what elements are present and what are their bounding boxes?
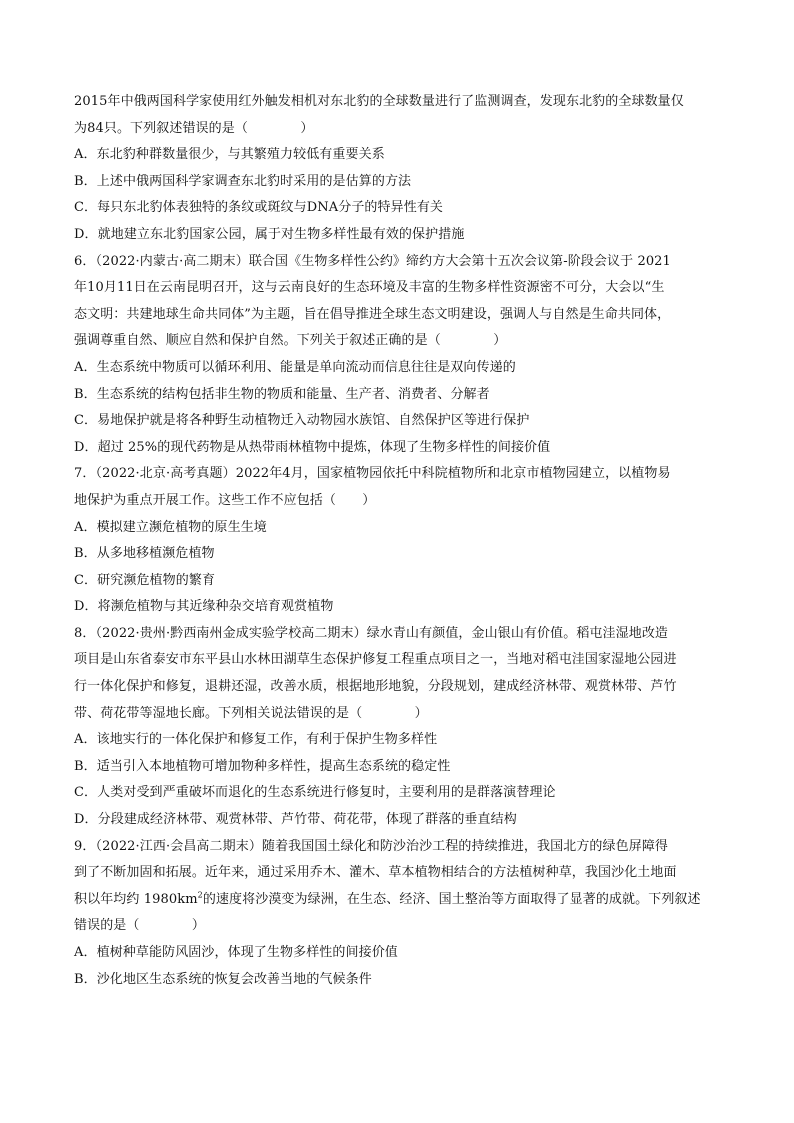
question-stem-line: 态文明：共建地球生命共同体”为主题，旨在倡导推进全球生态文明建设，强调人与自然是生命共同体， (74, 306, 671, 322)
question-7 (74, 461, 724, 621)
question-stem-line: 年10月11日在云南昆明召开，这与云南良好的生态环境及丰富的生物多样性资源密不可分，大会以“生 (74, 280, 665, 296)
question-stem-line: 9．（2022·江西·会昌高二期末）随着我国国土绿化和防沙治沙工程的持续推进，我国北方的绿色屏障得 (74, 838, 669, 854)
question-stem-line: 错误的是（ ） (74, 918, 206, 934)
option-c: C．研究濒危植物的繁育 (74, 572, 216, 588)
option-d: D．将濒危植物与其近缘种杂交培育观赏植物 (74, 599, 334, 615)
question-stem-line: 项目是山东省泰安市东平县山水林田湖草生态保护修复工程重点项目之一，当地对稻屯洼国家湿地公园进 (74, 652, 677, 668)
option-a: A．东北豹种群数量很少，与其繁殖力较低有重要关系 (74, 147, 385, 163)
question-stem-line: 6．（2022·内蒙古·高二期末）联合国《生物多样性公约》缔约方大会第十五次会议第-阶段会议于 2021 (74, 253, 671, 269)
question-9 (74, 834, 724, 994)
option-d: D．分段建成经济林带、观赏林带、芦竹带、荷花带，体现了群落的垂直结构 (74, 812, 517, 828)
option-b: B．适当引入本地植物可增加物种多样性，提高生态系统的稳定性 (74, 758, 451, 774)
option-a: A．该地实行的一体化保护和修复工作，有利于保护生物多样性 (74, 732, 438, 748)
question-stem-line: 到了不断加固和拓展。近年来，通过采用乔木、灌木、草本植物相结合的方法植树种草，我国沙化土地面 (74, 865, 677, 881)
option-b: B．从多地移植濒危植物 (74, 546, 215, 562)
option-a: A．模拟建立濒危植物的原生生境 (74, 519, 267, 535)
question-stem-line: 为84只。下列叙述错误的是（ ） (74, 120, 314, 136)
question-8 (74, 621, 724, 834)
area-text-before: 积以年均约 1980km (74, 891, 198, 907)
option-c: C．每只东北豹体表独特的条纹或斑纹与DNA分子的特异性有关 (74, 200, 444, 216)
area-unit-superscript: 2 (197, 890, 203, 900)
option-c: C．人类对受到严重破坏而退化的生态系统进行修复时，主要利用的是群落演替理论 (74, 785, 556, 801)
option-d: D．就地建立东北豹国家公园，属于对生物多样性最有效的保护措施 (74, 226, 465, 242)
option-b: B．生态系统的结构包括非生物的物质和能量、生产者、消费者、分解者 (74, 386, 490, 402)
question-6 (74, 249, 724, 462)
option-b: B．上述中俄两国科学家调查东北豹时采用的是估算的方法 (74, 173, 412, 189)
question-5 (74, 89, 724, 249)
area-text-after: 的速度将沙漠变为绿洲，在生态、经济、国土整治等方面取得了显著的成就。下列叙述 (202, 891, 701, 907)
option-d: D．超过 25%的现代药物是从热带雨林植物中提炼，体现了生物多样性的间接价值 (74, 439, 551, 455)
question-stem-line: 地保护为重点开展工作。这些工作不应包括（ ） (74, 492, 376, 508)
question-stem-line: 8．（2022·贵州·黔西南州金成实验学校高二期末）绿水青山有颜值，金山银山有价值。稻屯洼湿地改造 (74, 625, 669, 641)
option-a: A．生态系统中物质可以循环利用、能量是单向流动而信息往往是双向传递的 (74, 359, 516, 375)
option-b: B．沙化地区生态系统的恢复会改善当地的气候条件 (74, 971, 372, 987)
question-stem-line: 带、荷花带等湿地长廊。下列相关说法错误的是（ ） (74, 705, 428, 721)
question-list (74, 89, 724, 993)
question-stem-line: 强调尊重自然、顺应自然和保护自然。下列关于叙述正确的是（ ） (74, 333, 507, 349)
question-stem-line: 行一体化保护和修复，退耕还湿，改善水质，根据地形地貌，分段规划，建成经济林带、观赏林带、芦竹 (74, 679, 677, 695)
question-stem-line: 2015年中俄两国科学家使用红外触发相机对东北豹的全球数量进行了监测调查，发现东北豹的全球数量仅 (74, 94, 684, 109)
option-c: C．易地保护就是将各种野生动植物迁入动物园水族馆、自然保护区等进行保护 (74, 413, 530, 429)
question-stem-line: 7．（2022·北京·高考真题）2022年4月，国家植物园依托中科院植物所和北京市植物园建立，以植物易 (74, 466, 671, 482)
question-stem-line-area (74, 887, 724, 914)
option-a: A．植树种草能防风固沙，体现了生物多样性的间接价值 (74, 945, 398, 960)
